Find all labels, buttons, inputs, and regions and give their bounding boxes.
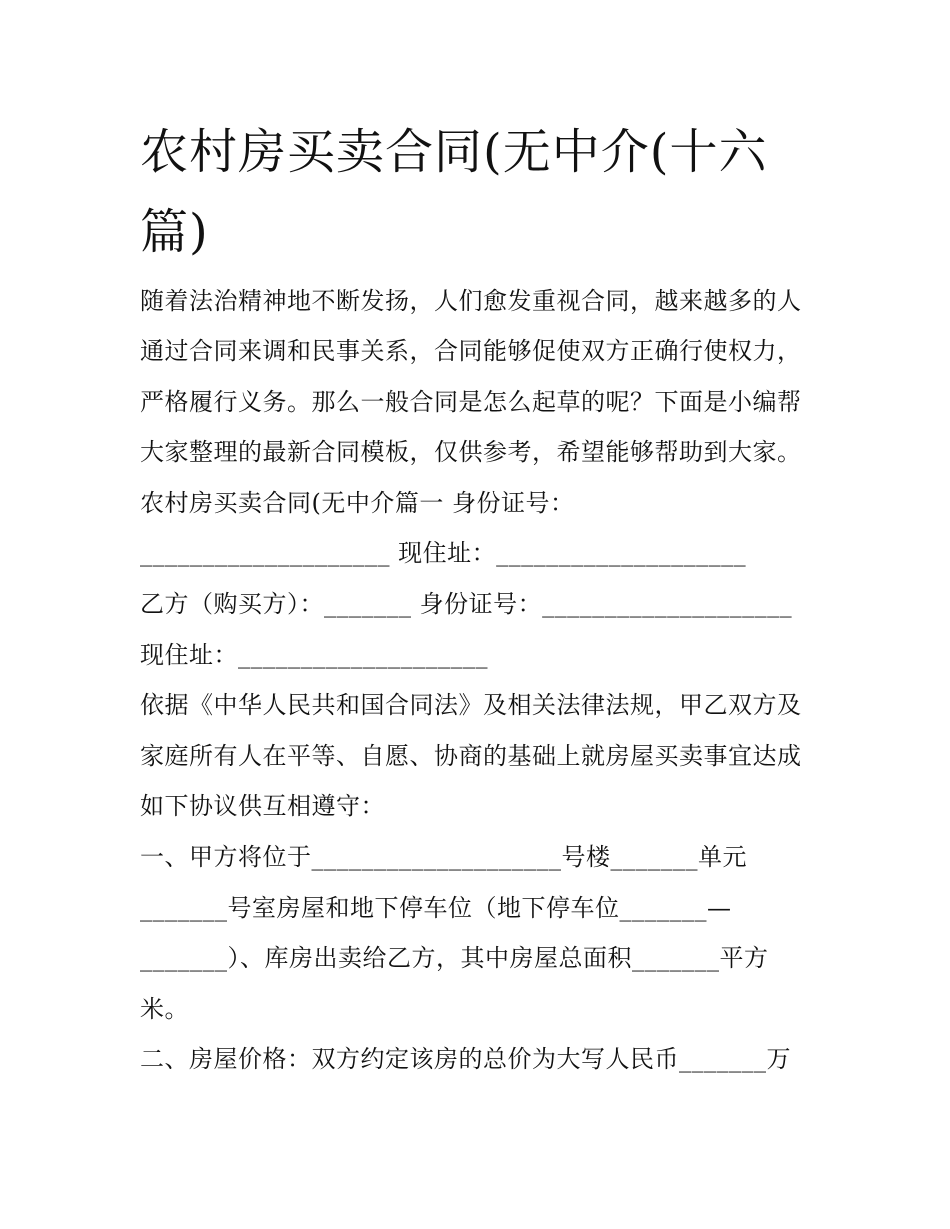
document-title [140, 112, 820, 272]
body-line: 随着法治精神地不断发扬，人们愈发重视合同，越来越多的人 [140, 287, 802, 315]
body-line: 家庭所有人在平等、自愿、协商的基础上就房屋买卖事宜达成 [140, 742, 802, 770]
body-line: 依据《中华人民共和国合同法》及相关法律法规，甲乙双方及 [140, 691, 802, 719]
body-line: ____________________ 现住址：____________________ [140, 539, 747, 567]
body-line: 二、房屋价格：双方约定该房的总价为大写人民币_______万 [140, 1045, 791, 1073]
body-line: 现住址：____________________ [140, 641, 488, 669]
body-line: 米。 [140, 995, 189, 1023]
body-line: 如下协议供互相遵守： [140, 792, 385, 820]
title-line-2: 篇) [140, 204, 209, 260]
body-line: 农村房买卖合同(无中介篇一 身份证号： [140, 489, 575, 517]
body-line: 严格履行义务。那么一般合同是怎么起草的呢？下面是小编帮 [140, 388, 802, 416]
body-line: _______）、库房出卖给乙方，其中房屋总面积_______平方 [140, 944, 769, 972]
body-line: 通过合同来调和民事关系，合同能够促使双方正确行使权力， [140, 337, 802, 365]
body-line: 一、甲方将位于____________________号楼_______单元 [140, 843, 747, 871]
body-line: 乙方（购买方）：_______ 身份证号：____________________ [140, 590, 793, 618]
title-line-1: 农村房买卖合同(无中介(十六 [140, 124, 768, 180]
body-line: 大家整理的最新合同模板，仅供参考，希望能够帮助到大家。 [140, 438, 802, 466]
body-line: _______号室房屋和地下停车位（地下停车位_______— [140, 894, 732, 922]
